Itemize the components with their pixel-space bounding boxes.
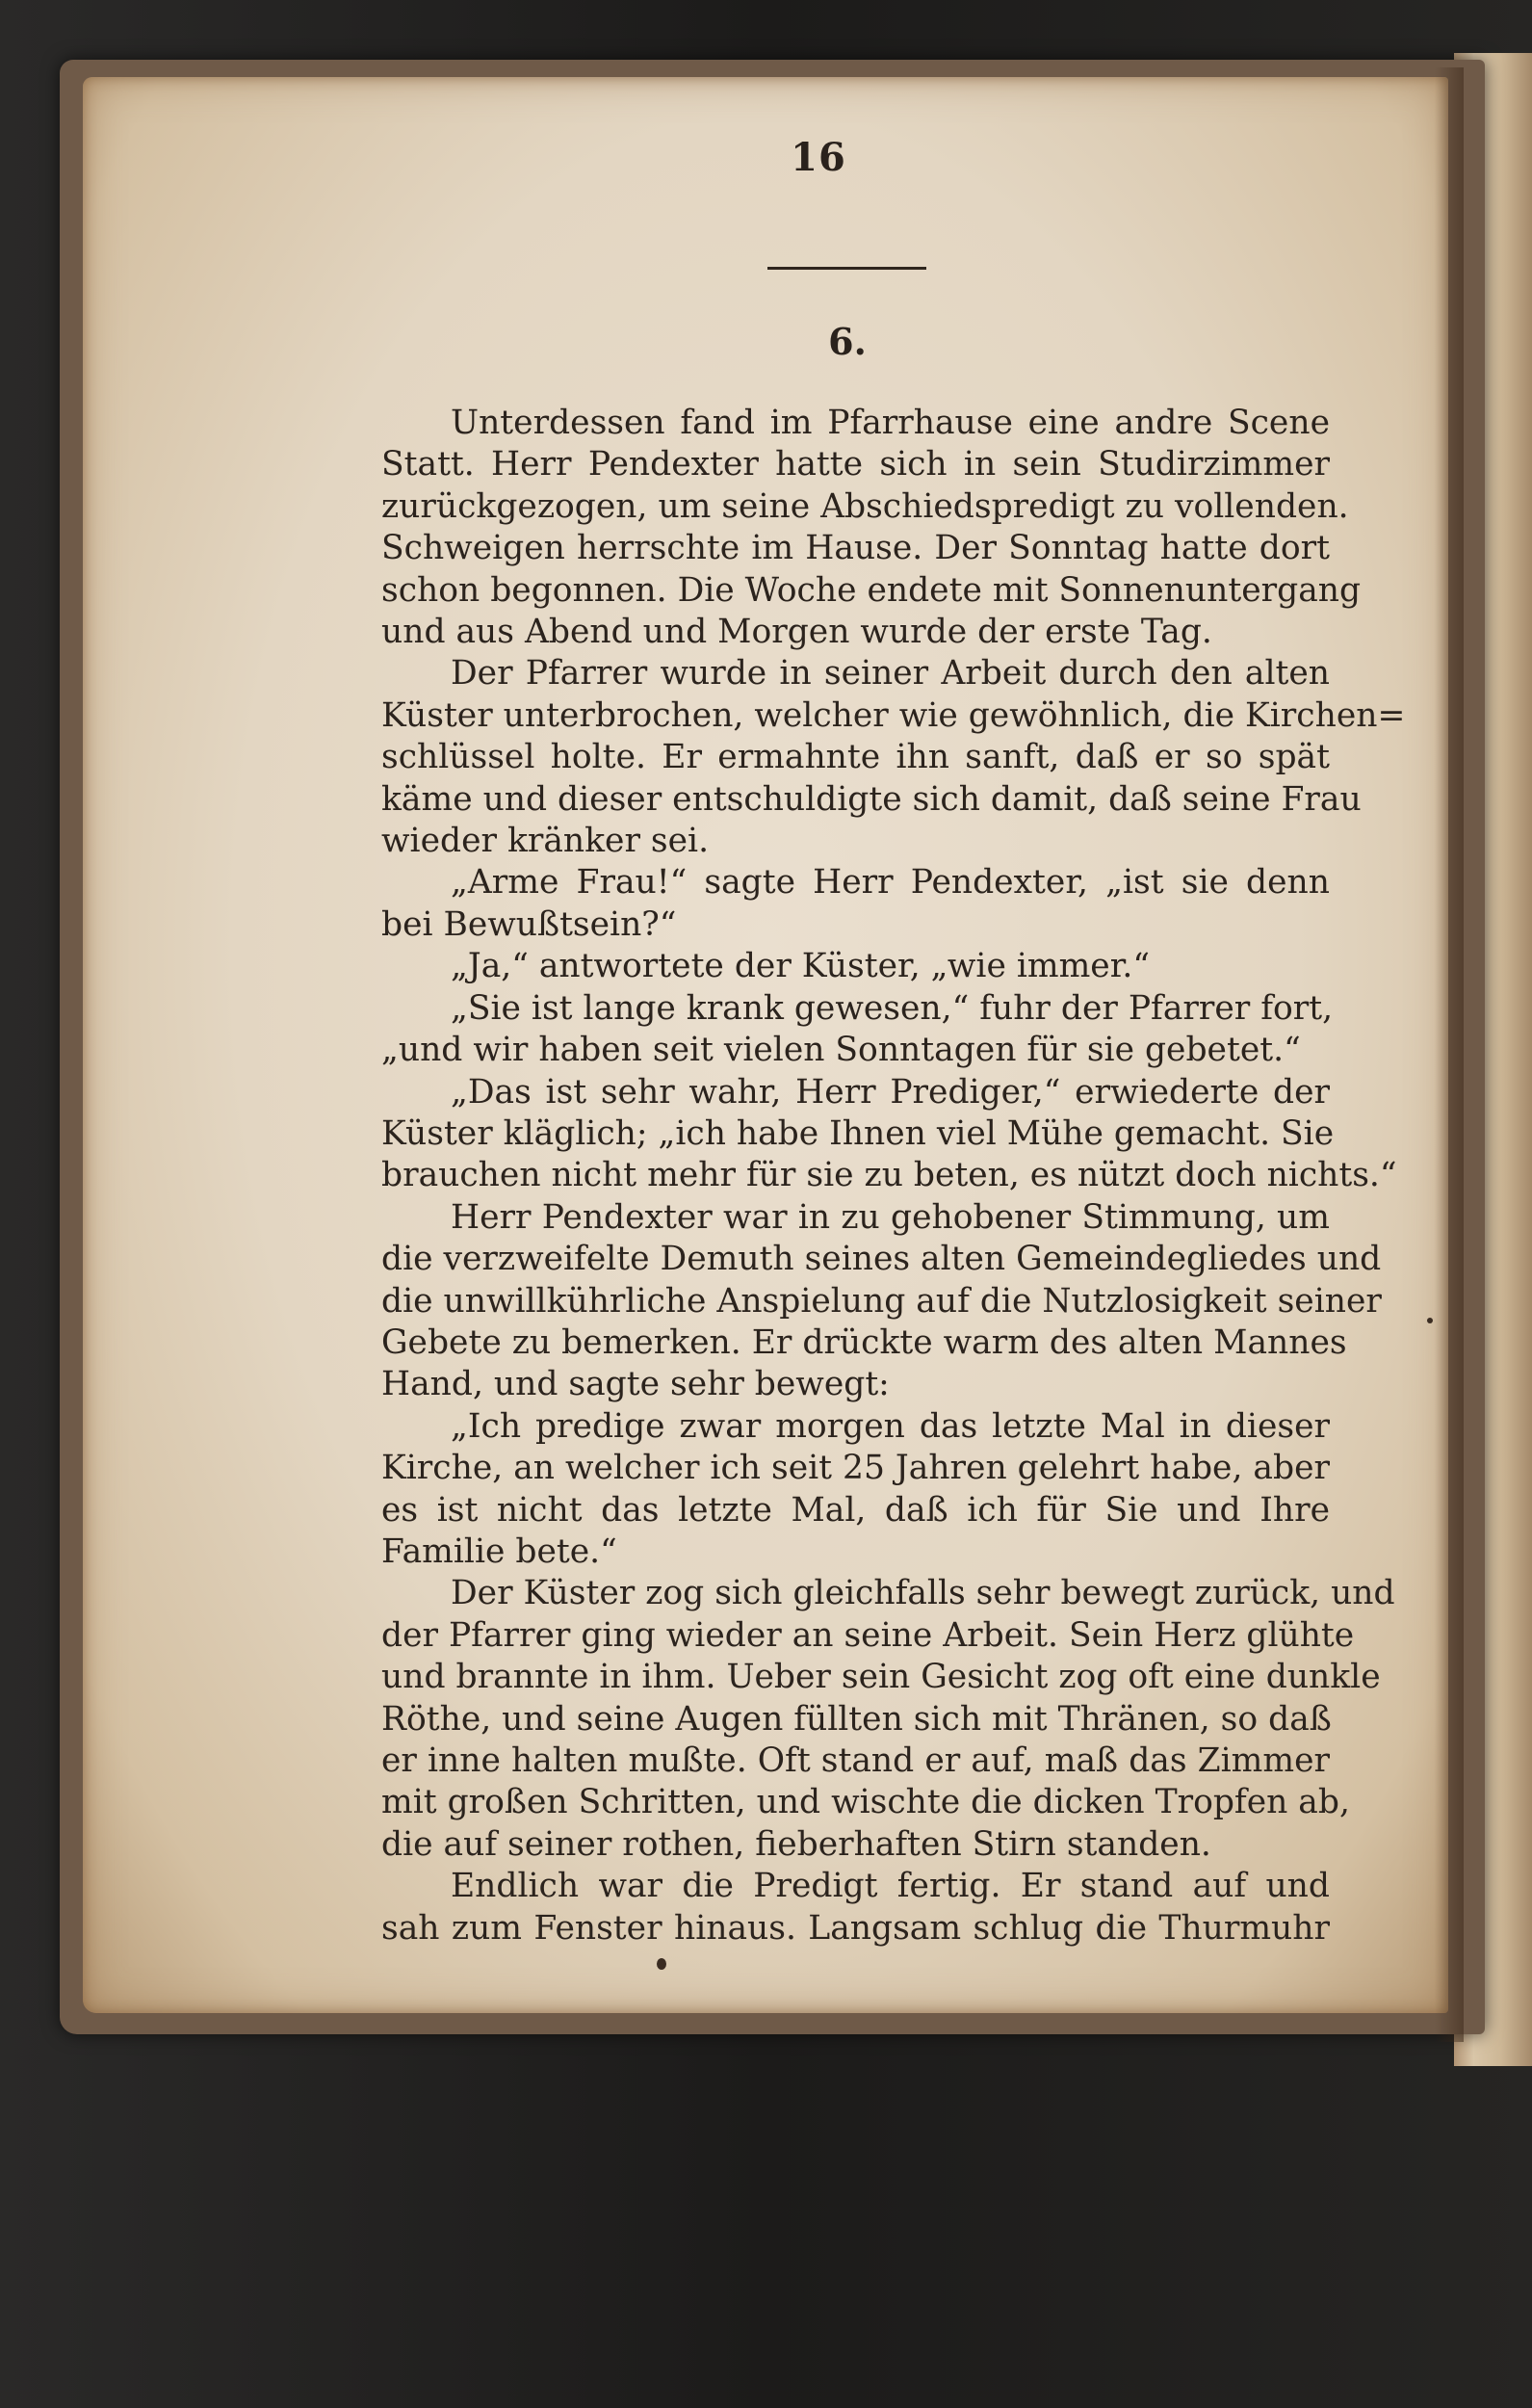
ink-speck bbox=[1427, 1318, 1433, 1323]
text-line: Kirche, an welcher ich seit 25 Jahren gelehrt habe, aber bbox=[381, 1449, 1330, 1488]
text-line: und aus Abend und Morgen wurde der erste Tag. bbox=[381, 613, 1212, 652]
text-line: käme und dieser entschuldigte sich damit, daß seine Frau bbox=[381, 779, 1362, 819]
text-line: „Sie ist lange krank gewesen,“ fuhr der Pfarrer fort, bbox=[451, 988, 1334, 1028]
text-line: „Das ist sehr wahr, Herr Prediger,“ erwiederte der bbox=[451, 1072, 1330, 1112]
text-line: „Arme Frau!“ sagte Herr Pendexter, „ist sie denn bbox=[451, 863, 1330, 903]
text-line: die unwillkührliche Anspielung auf die Nutzlosigkeit seiner bbox=[381, 1281, 1382, 1321]
header-rule bbox=[767, 267, 926, 270]
text-line: Schweigen herrschte im Hause. Der Sonntag hatte dort bbox=[381, 529, 1330, 568]
body-text bbox=[381, 403, 1406, 1950]
text-line: mit großen Schritten, und wischte die dicken Tropfen ab, bbox=[381, 1783, 1350, 1822]
text-line: „und wir haben seit vielen Sonntagen für sie gebetet.“ bbox=[381, 1031, 1301, 1070]
text-line: Statt. Herr Pendexter hatte sich in sein Studirzimmer bbox=[381, 445, 1330, 484]
page-header bbox=[674, 135, 963, 180]
spine-shadow bbox=[1435, 67, 1464, 2042]
text-line: Küster unterbrochen, welcher wie gewöhnlich, die Kirchen= bbox=[381, 695, 1406, 735]
text-line: Der Pfarrer wurde in seiner Arbeit durch den alten bbox=[451, 654, 1330, 694]
text-line: Hand, und sagte sehr bewegt: bbox=[381, 1365, 890, 1404]
text-line: Familie bete.“ bbox=[381, 1531, 617, 1571]
text-line: der Pfarrer ging wieder an seine Arbeit. Sein Herz glühte bbox=[381, 1615, 1355, 1655]
text-line: Gebete zu bemerken. Er drückte warm des alten Mannes bbox=[381, 1322, 1347, 1362]
text-line: Der Küster zog sich gleichfalls sehr bewegt zurück, und bbox=[451, 1574, 1395, 1613]
text-line: „Ja,“ antwortete der Küster, „wie immer.“ bbox=[451, 947, 1151, 986]
text-line: es ist nicht das letzte Mal, daß ich für Sie und Ihre bbox=[381, 1490, 1330, 1530]
text-line: bei Bewußtsein?“ bbox=[381, 904, 677, 944]
text-line: und brannte in ihm. Ueber sein Gesicht zog oft eine dunkle bbox=[381, 1658, 1381, 1697]
text-line: Unterdessen fand im Pfarrhause eine andre Scene bbox=[451, 404, 1330, 442]
text-line: Küster kläglich; „ich habe Ihnen viel Mühe gemacht. Sie bbox=[381, 1113, 1335, 1153]
text-line: zurückgezogen, um seine Abschiedspredigt zu vollenden. bbox=[381, 486, 1349, 526]
text-line: er inne halten mußte. Oft stand er auf, maß das Zimmer bbox=[381, 1741, 1330, 1780]
text-line: Endlich war die Predigt fertig. Er stand auf und bbox=[451, 1867, 1330, 1906]
text-line: schlüssel holte. Er ermahnte ihn sanft, daß er so spät bbox=[381, 738, 1330, 777]
text-line: sah zum Fenster hinaus. Langsam schlug die Thurmuhr bbox=[381, 1908, 1330, 1948]
text-line: Herr Pendexter war in zu gehobener Stimmung, um bbox=[451, 1197, 1330, 1237]
section-number: 6. bbox=[828, 320, 867, 363]
ink-speck bbox=[657, 1958, 666, 1970]
text-line: die auf seiner rothen, fieberhaften Stirn standen. bbox=[381, 1824, 1211, 1864]
text-line: wieder kränker sei. bbox=[381, 822, 710, 861]
text-line: schon begonnen. Die Woche endete mit Sonnenuntergang bbox=[381, 570, 1362, 610]
text-line: die verzweifelte Demuth seines alten Gemeindegliedes und bbox=[381, 1240, 1382, 1279]
text-line: „Ich predige zwar morgen das letzte Mal in dieser bbox=[451, 1406, 1330, 1446]
page-number: 16 bbox=[791, 135, 846, 180]
text-line: Röthe, und seine Augen füllten sich mit Thränen, so daß bbox=[381, 1699, 1332, 1739]
text-line: brauchen nicht mehr für sie zu beten, es nützt doch nichts.“ bbox=[381, 1156, 1397, 1195]
